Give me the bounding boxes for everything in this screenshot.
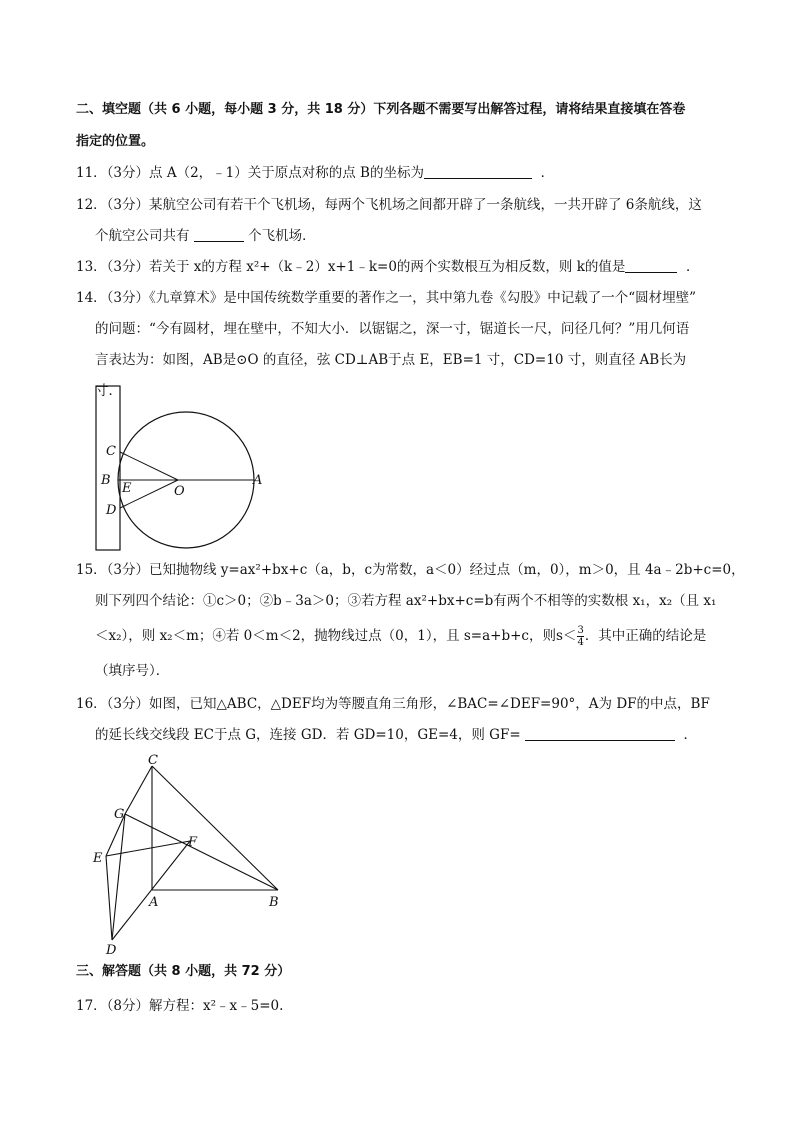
label-a: A	[253, 473, 263, 488]
circle-wall-figure	[90, 382, 270, 554]
segment-gb	[125, 814, 278, 890]
question-12-line2	[95, 226, 316, 246]
question-11-end: ．	[540, 165, 555, 181]
segment-cg	[125, 766, 152, 814]
question-14-line2: 的问题：“今有圆材，埋在壁中，不知大小．以锯锯之，深一寸，锯道长一尺，问径几何？”用几何语	[95, 321, 690, 337]
label-f: F	[188, 835, 198, 850]
question-14-line3: 言表达为：如图，AB是⊙O 的直径，弦 CD⊥AB于点 E，EB=1 寸，CD=10 寸，则直径 AB长为	[95, 352, 687, 368]
answer-blank-12	[194, 227, 244, 242]
triangles-figure	[85, 750, 295, 960]
question-11-number: 11．	[76, 165, 107, 181]
segment-cb	[152, 766, 278, 890]
question-14-line1: 14．（3分）《九章算术》是中国传统数学重要的著作之一，其中第九卷《勾股》中记载了一个“圆材埋壁”	[76, 290, 697, 306]
question-15-line2: 则下列四个结论：①c＞0；②b﹣3a＞0；③若方程 ax²+bx+c=b有两个不相等的实数根 x₁，x₂（且 x₁	[95, 593, 717, 609]
label-e: E	[122, 481, 132, 496]
label-b: B	[101, 473, 111, 488]
question-13	[76, 257, 699, 277]
question-13-end: ．	[685, 259, 700, 275]
question-14-line4: 寸．	[95, 383, 122, 399]
label-a: A	[149, 895, 159, 910]
segment-gd	[112, 814, 125, 940]
fraction-numerator: 3	[577, 625, 584, 636]
label-d: D	[106, 503, 117, 518]
question-12-text: 个航空公司共有	[95, 228, 190, 244]
label-d: D	[106, 943, 117, 958]
segment-ef	[106, 841, 190, 856]
segment-co	[120, 452, 178, 480]
section-2-title: 二、填空题（共 6 小题，每小题 3 分，共 18 分）下列各题不需要写出解答过程，请将结果直接填在答卷	[76, 102, 686, 117]
question-15-line3-end: ．其中正确的结论是	[584, 628, 707, 644]
question-11	[76, 163, 554, 183]
question-15-line3	[95, 625, 706, 648]
segment-ed	[106, 856, 112, 940]
question-15-line1: 15．（3分）已知抛物线 y=ax²+bx+c（a，b，c为常数，a＜0）经过点（m，0），m＞0，且 4a﹣2b+c=0，	[76, 562, 745, 578]
label-c: C	[148, 753, 158, 768]
question-15-line3-text: ＜x₂），则 x₂＜m；④若 0＜m＜2，抛物线过点（0，1），且 s=a+b+c，则s＜	[95, 628, 577, 644]
label-e: E	[93, 851, 103, 866]
label-c: C	[106, 444, 116, 459]
section-2-title-cont: 指定的位置。	[76, 134, 155, 149]
fraction-three-quarters	[577, 625, 583, 648]
question-15-line4: （填序号）．	[95, 663, 170, 679]
fraction-denominator: 4	[577, 637, 584, 648]
question-12-text-end: 个飞机场．	[248, 228, 316, 244]
label-b: B	[269, 895, 279, 910]
question-11-text: （3分）点 A（2，﹣1）关于原点对称的点 B的坐标为	[106, 165, 424, 181]
section-3-title: 三、解答题（共 8 小题，共 72 分）	[76, 964, 291, 979]
question-12-line1: 12．（3分）某航空公司有若干个飞机场，每两个飞机场之间都开辟了一条航线，一共开辟了 6条航线，这	[76, 197, 702, 213]
question-17: 17．（8分）解方程：x²﹣x﹣5=0.	[76, 998, 284, 1014]
answer-blank-11	[424, 164, 532, 179]
answer-blank-16	[525, 726, 675, 741]
question-16-line2	[95, 725, 697, 745]
question-13-text: 13．（3分）若关于 x的方程 x²+（k﹣2）x+1﹣k=0的两个实数根互为相反数，则 k的值是	[76, 259, 626, 275]
question-16-end: ．	[683, 727, 698, 743]
question-16-line1: 16．（3分）如图，已知△ABC，△DEF均为等腰直角三角形，∠BAC=∠DEF=90°，A为 DF的中点，BF	[76, 696, 710, 712]
label-o: O	[174, 484, 185, 499]
wall-rect	[96, 386, 120, 550]
question-16-text: 的延长线交线段 EC于点 G，连接 GD．若 GD=10，GE=4，则 GF=	[95, 727, 521, 743]
label-g: G	[114, 807, 125, 822]
answer-blank-13	[625, 258, 677, 273]
